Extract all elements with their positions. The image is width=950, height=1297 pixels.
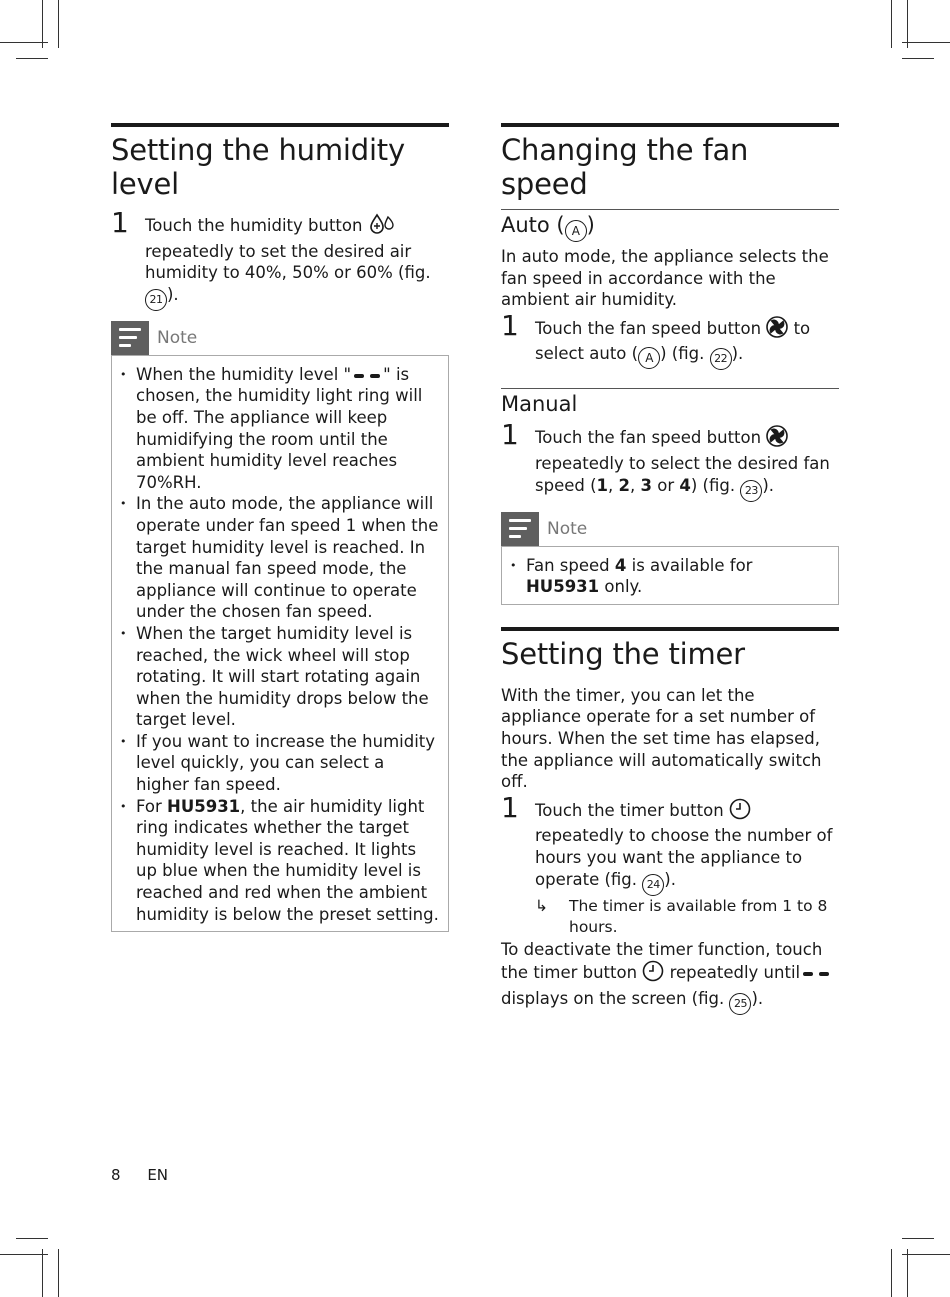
subsection-rule [501, 388, 839, 389]
page-number: 8 [111, 1166, 121, 1184]
crop-mark [902, 42, 950, 43]
crop-mark [891, 1249, 892, 1297]
crop-mark [907, 1249, 908, 1297]
note-bullet: • In the auto mode, the appliance will operate under fan speed 1 when the target humidity level is reached. In the manual fan speed mode, the appliance will continue to operate under the chosen fan speed. [120, 493, 440, 623]
note-icon [501, 512, 539, 546]
result-arrow-icon: ↳ [535, 896, 548, 915]
step-text: ). [167, 284, 179, 304]
crop-mark [16, 1238, 48, 1239]
crop-mark [902, 1238, 934, 1239]
crop-mark [902, 58, 934, 59]
model-name: HU5931 [167, 796, 241, 816]
right-column [501, 123, 839, 1015]
dash-display-icon [819, 972, 829, 976]
figure-ref-22: 22 [710, 348, 732, 370]
language-code: EN [147, 1166, 169, 1184]
figure-ref-23: 23 [740, 480, 762, 502]
crop-mark [0, 42, 48, 43]
auto-step-1: 1 Touch the fan speed button to select auto ( A ) (fig. 22 ). [501, 316, 839, 371]
humidity-drops-icon [368, 213, 396, 241]
step-number: 1 [501, 418, 519, 452]
dash-display-icon [354, 374, 364, 378]
crop-mark [907, 0, 908, 48]
section-rule [501, 123, 839, 127]
section-rule [111, 123, 449, 127]
crop-mark [902, 1254, 950, 1255]
step-text: repeatedly to set the desired air humidity to 40%, 50% or 60% (fig. [145, 241, 431, 283]
auto-icon: A [565, 220, 587, 242]
note-bullet: • When the humidity level " " is chosen, the humidity light ring will be off. The appliance will keep humidifying the room until the ambient humidity level reaches 70%RH. [120, 364, 440, 494]
figure-ref-21: 21 [145, 289, 167, 311]
humidity-step-1 [111, 206, 449, 311]
step-number: 1 [501, 790, 519, 824]
figure-ref-24: 24 [642, 874, 664, 896]
section-rule [501, 627, 839, 631]
note-header [501, 512, 839, 546]
crop-mark [42, 0, 43, 48]
crop-mark [58, 0, 59, 48]
section-title-timer: Setting the timer [501, 636, 745, 671]
note-bullet: • When the target humidity level is reached, the wick wheel will stop rotating. It will start rotating again when the humidity drops below the target level. [120, 623, 440, 731]
section-title-humidity: Setting the humidity level [111, 133, 405, 201]
auto-intro: In auto mode, the appliance selects the fan speed in accordance with the ambient air humidity. [501, 247, 829, 310]
note-box [111, 355, 449, 932]
step-number: 1 [111, 206, 129, 239]
dash-display-icon [803, 972, 813, 976]
note-label: Note [547, 518, 588, 539]
clock-icon [729, 798, 751, 826]
left-column [111, 123, 449, 932]
note-box [501, 546, 839, 605]
crop-mark [891, 0, 892, 48]
note-bullet: • For HU5931, the air humidity light ring indicates whether the target humidity level is reached. It lights up blue when the humidity level is reached and red when the ambient humidity is below the preset setting. [120, 796, 440, 926]
crop-mark [16, 58, 48, 59]
figure-ref-25: 25 [729, 993, 751, 1015]
subheading-manual: Manual [501, 392, 578, 417]
timer-step-1: 1 Touch the timer button repeatedly to choose the number of hours you want the appliance to operate (fig. 24 ). [501, 798, 839, 896]
auto-icon: A [638, 347, 660, 369]
note-icon [111, 321, 149, 355]
fan-icon [766, 316, 788, 344]
crop-mark [58, 1249, 59, 1297]
step-text: Touch the humidity button [145, 216, 363, 235]
model-name: HU5931 [526, 577, 600, 597]
note-label: Note [157, 327, 198, 348]
note-bullet: • Fan speed 4 is available for HU5931 only. [510, 555, 830, 598]
note-header [111, 321, 449, 355]
section-title-fan-speed: Changing the fan speed [501, 133, 749, 201]
timer-intro: With the timer, you can let the appliance operate for a set number of hours. When the set time has elapsed, the appliance will automatically switch off. [501, 685, 822, 792]
dash-display-icon [370, 374, 380, 378]
subsection-rule [501, 209, 839, 210]
subheading-auto: Auto ( A ) [501, 212, 839, 242]
crop-mark [0, 1254, 48, 1255]
fan-icon [766, 425, 788, 453]
note-bullet: • If you want to increase the humidity level quickly, you can select a higher fan speed. [120, 731, 440, 796]
timer-deactivate: To deactivate the timer function, touch the timer button repeatedly until displays on the screen (fig. 25 ). [501, 939, 839, 1015]
manual-step-1: 1 Touch the fan speed button repeatedly to select the desired fan speed (1, 2, 3 or 4) (fig. 23 ). [501, 425, 839, 501]
page-footer [111, 1166, 190, 1184]
timer-result: ↳ The timer is available from 1 to 8 hours. [535, 896, 828, 937]
crop-mark [42, 1249, 43, 1297]
step-number: 1 [501, 308, 519, 342]
clock-icon [642, 960, 664, 988]
